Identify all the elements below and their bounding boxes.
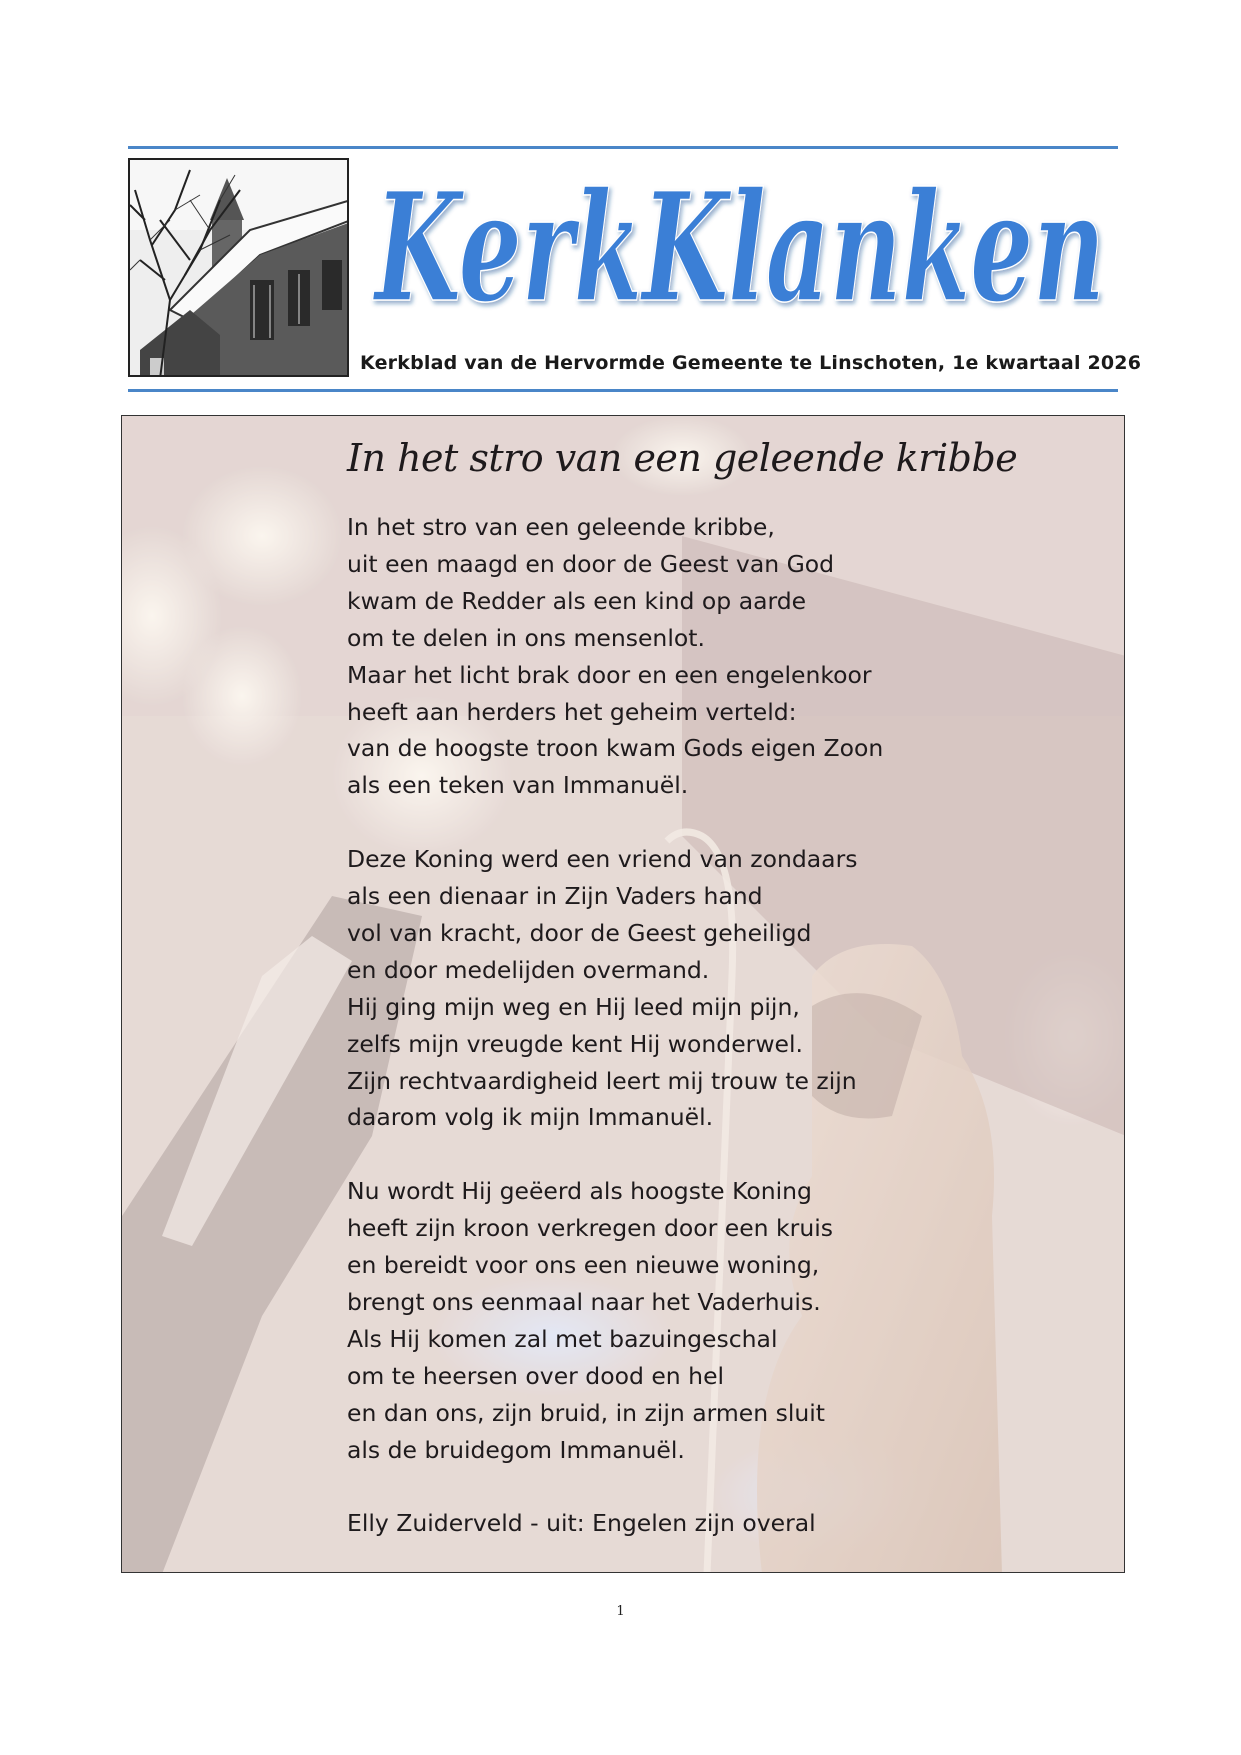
poem-line: als een dienaar in Zijn Vaders hand bbox=[347, 882, 763, 911]
poem-line: heeft aan herders het geheim verteld: bbox=[347, 697, 797, 726]
stanza-3 bbox=[347, 1173, 1067, 1468]
poem-line: om te heersen over dood en hel bbox=[347, 1361, 725, 1390]
header-bottom-rule bbox=[128, 389, 1118, 392]
poem-line: als de bruidegom Immanuël. bbox=[347, 1435, 685, 1464]
poem-line: en door medelijden overmand. bbox=[347, 955, 710, 984]
poem-line: Nu wordt Hij geëerd als hoogste Koning bbox=[347, 1177, 812, 1206]
poem-panel bbox=[121, 415, 1125, 1573]
poem-line: Deze Koning werd een vriend van zondaars bbox=[347, 845, 858, 874]
attribution-block bbox=[347, 1505, 1067, 1542]
masthead-title: KerkKlanken bbox=[372, 160, 1106, 336]
poem-line: Maar het licht brak door en een engelenkoor bbox=[347, 660, 872, 689]
poem-line: daarom volg ik mijn Immanuël. bbox=[347, 1103, 714, 1132]
poem-line: kwam de Redder als een kind op aarde bbox=[347, 586, 807, 615]
poem-title: In het stro van een geleende kribbe bbox=[347, 436, 1018, 480]
poem-line: om te delen in ons mensenlot. bbox=[347, 623, 705, 652]
stanza-2 bbox=[347, 841, 1067, 1136]
stanza-1 bbox=[347, 509, 1067, 804]
poem-line: uit een maagd en door de Geest van God bbox=[347, 549, 835, 578]
poem-line: brengt ons eenmaal naar het Vaderhuis. bbox=[347, 1288, 821, 1316]
poem-line: In het stro van een geleende kribbe, bbox=[347, 513, 775, 541]
masthead-logo bbox=[360, 150, 1120, 350]
poem-line: van de hoogste troon kwam Gods eigen Zoon bbox=[347, 734, 884, 763]
masthead-subtitle: Kerkblad van de Hervormde Gemeente te Linschoten, 1e kwartaal 2026 bbox=[360, 352, 1142, 374]
page-number: 1 bbox=[616, 1604, 625, 1619]
church-photo bbox=[128, 158, 349, 377]
poem-attribution: Elly Zuiderveld - uit: Engelen zijn overal bbox=[347, 1509, 816, 1538]
header-top-rule bbox=[128, 146, 1118, 149]
poem-line: vol van kracht, door de Geest geheiligd bbox=[347, 918, 812, 947]
poem-line: zelfs mijn vreugde kent Hij wonderwel. bbox=[347, 1029, 804, 1058]
poem-line: heeft zijn kroon verkregen door een kruis bbox=[347, 1214, 833, 1243]
poem-body bbox=[347, 509, 1067, 1573]
poem-line: Hij ging mijn weg en Hij leed mijn pijn, bbox=[347, 992, 800, 1021]
poem-line: en bereidt voor ons een nieuwe woning, bbox=[347, 1251, 820, 1280]
poem-line: en dan ons, zijn bruid, in zijn armen sluit bbox=[347, 1398, 825, 1427]
poem-line: Zijn rechtvaardigheid leert mij trouw te zijn bbox=[347, 1066, 857, 1095]
poem-line: als een teken van Immanuël. bbox=[347, 771, 689, 800]
poem-line: Als Hij komen zal met bazuingeschal bbox=[347, 1324, 778, 1353]
